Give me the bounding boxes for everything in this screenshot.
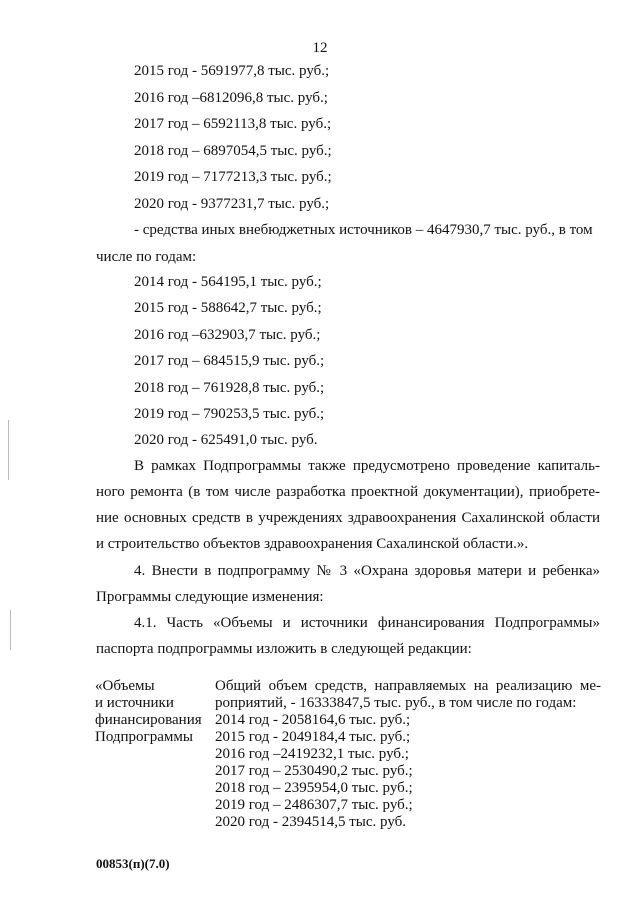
paragraph-line: В рамках Подпрограммы также предусмотрено проведение капиталь- — [134, 458, 600, 474]
passport-label-line: финансирования — [95, 712, 202, 728]
year-line: 2018 год – 761928,8 тыс. руб.; — [134, 380, 325, 396]
other-sources-line: - средства иных внебюджетных источников – 4647930,7 тыс. руб., в том — [134, 222, 593, 238]
year-line: 2020 год - 625491,0 тыс. руб. — [134, 432, 318, 448]
item-4-line: 4. Внести в подпрограмму № 3 «Охрана здоровья матери и ребенка» — [134, 563, 600, 579]
passport-year-line: 2015 год - 2049184,4 тыс. руб.; — [215, 729, 411, 745]
passport-year-line: 2014 год - 2058164,6 тыс. руб.; — [215, 712, 411, 728]
year-line: 2015 год - 588642,7 тыс. руб.; — [134, 300, 322, 316]
year-line: 2019 год – 7177213,3 тыс. руб.; — [134, 169, 332, 185]
passport-label-line: «Объемы — [95, 678, 155, 694]
year-line: 2018 год – 6897054,5 тыс. руб.; — [134, 143, 332, 159]
paragraph-line: ного ремонта (в том числе разработка проектной документации), приобрете- — [96, 484, 600, 500]
passport-year-line: 2020 год - 2394514,5 тыс. руб. — [215, 814, 407, 830]
page-number: 12 — [312, 40, 328, 56]
year-line: 2017 год – 6592113,8 тыс. руб.; — [134, 116, 332, 132]
passport-year-line: 2017 год – 2530490,2 тыс. руб.; — [215, 763, 413, 779]
passport-intro-line: Общий объем средств, направляемых на реализацию ме- — [215, 678, 601, 694]
paragraph-line: ние основных средств в учреждениях здравоохранения Сахалинской области — [96, 510, 600, 526]
paragraph-line: и строительство объектов здравоохранения Сахалинской области.». — [96, 536, 529, 552]
scan-edge-mark — [10, 610, 11, 650]
year-line: 2016 год –632903,7 тыс. руб.; — [134, 327, 321, 343]
year-line: 2019 год – 790253,5 тыс. руб.; — [134, 406, 325, 422]
passport-year-line: 2019 год – 2486307,7 тыс. руб.; — [215, 797, 413, 813]
year-line: 2020 год - 9377231,7 тыс. руб.; — [134, 196, 330, 212]
year-line: 2015 год - 5691977,8 тыс. руб.; — [134, 63, 330, 79]
item-4-1-line: 4.1. Часть «Объемы и источники финансирования Подпрограммы» — [134, 615, 600, 631]
year-line: 2014 год - 564195,1 тыс. руб.; — [134, 274, 322, 290]
document-code: 00853(п)(7.0) — [96, 856, 170, 871]
passport-label-line: и источники — [95, 695, 174, 711]
passport-intro-line: роприятий, - 16333847,5 тыс. руб., в том числе по годам: — [215, 695, 577, 711]
item-4-line: Программы следующие изменения: — [96, 589, 324, 605]
passport-year-line: 2018 год – 2395954,0 тыс. руб.; — [215, 780, 413, 796]
other-sources-line: числе по годам: — [96, 249, 197, 265]
year-line: 2017 год – 684515,9 тыс. руб.; — [134, 353, 325, 369]
passport-year-line: 2016 год –2419232,1 тыс. руб.; — [215, 746, 409, 762]
passport-label-line: Подпрограммы — [95, 729, 193, 745]
scan-edge-mark — [8, 420, 9, 480]
item-4-1-line: паспорта подпрограммы изложить в следующей редакции: — [96, 641, 472, 657]
year-line: 2016 год –6812096,8 тыс. руб.; — [134, 90, 328, 106]
